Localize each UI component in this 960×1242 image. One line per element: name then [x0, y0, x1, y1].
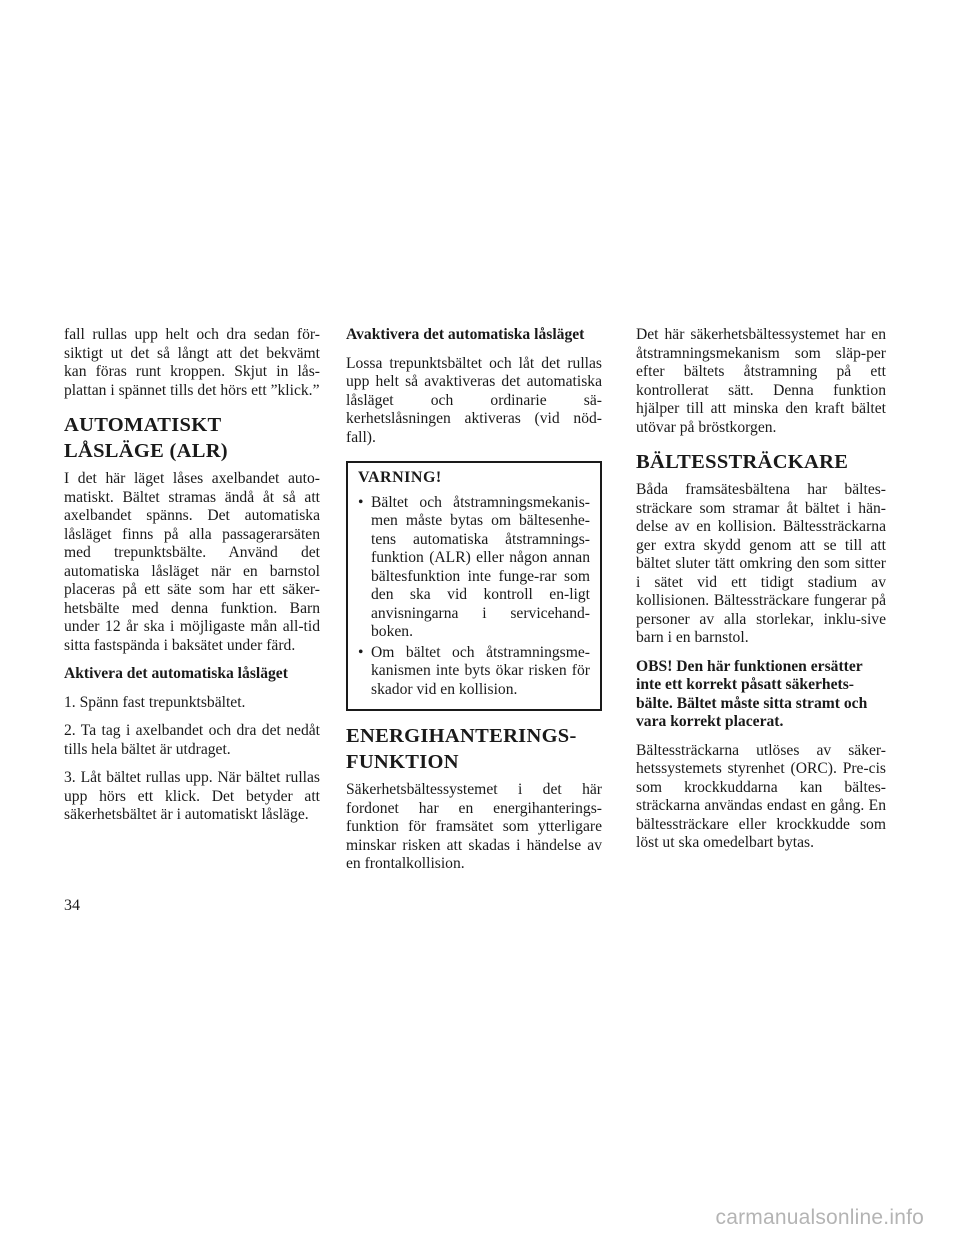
- energy-continued-paragraph: Det här säkerhetsbältessystemet har en åtstramningsmekanism som släp-per efter bältets åtstramning på ett kontrollerat sätt. Denna funktion hjälper till att minska den kraft bältet utövar på bröstkorgen.: [636, 326, 886, 436]
- warning-item: [358, 644, 590, 700]
- energy-body-paragraph: Säkerhetsbältessystemet i det här fordonet har en energihanterings-funktion för framsätet som ytterligare minskar risken att skadas i händelse av en frontalkollision.: [346, 781, 602, 872]
- bullet-icon: •: [358, 643, 364, 661]
- page-number: 34: [64, 897, 80, 914]
- section-heading-energy: ENERGIHANTERINGS-FUNKTION: [346, 725, 577, 773]
- deactivate-subheading: Avaktivera det automatiska låsläget: [346, 326, 585, 343]
- step-3: 3. Låt bältet rullas upp. När bältet rullas upp hörs ett klick. Det betyder att säkerhetsbältet är i automatiskt låsläge.: [64, 769, 320, 823]
- watermark: carmanualsonline.info: [715, 1206, 924, 1229]
- step-2: 2. Ta tag i axelbandet och dra det nedåt tills hela bältet är utdraget.: [64, 722, 320, 758]
- warning-item-text: Bältet och åtstramningsmekanis-men måste bytas om bältesenhe-tens automatiska åtstramnings-funktion (ALR) eller någon annan bältesfunktion inte funge-rar som den ska vid kontroll en-ligt anvisningarna i servicehand-boken.: [371, 493, 590, 640]
- warning-list: [358, 494, 590, 700]
- pretensioner-body2-paragraph: Bältessträckarna utlöses av säker-hetssystemets styrenhet (ORC). Pre-cis som krockkuddarna kan bältes-sträckarna användas endast en gång. En bältessträckare eller krockkudde som löst ut ska omedelbart bytas.: [636, 741, 886, 851]
- warning-item: [358, 494, 590, 642]
- intro-paragraph: fall rullas upp helt och dra sedan för-siktigt ut det så långt att det bekvämt kan föras runt kroppen. Skjut in lås-plattan i spännet tills det hörs ett ”klick.”: [64, 326, 320, 399]
- section-heading-alr: AUTOMATISKT LÅSLÄGE (ALR): [64, 414, 228, 462]
- warning-title: VARNING!: [358, 469, 442, 486]
- alr-body-paragraph: I det här läget låses axelbandet auto-matiskt. Bältet stramas ändå åt så att axelbandet spänns. Det automatiska låsläget finns på alla passagerarsäten med trepunktsbälte. Använd det automatiska låsläget när en barnstol placeras på ett säte som har ett säker-hetsbälte med denna funktion. Barn under 12 år ska i möjligaste mån all-tid sitta fastspända i baksätet under färd.: [64, 470, 320, 654]
- section-heading-pretensioner: BÄLTESSTRÄCKARE: [636, 451, 849, 473]
- warning-box: [346, 461, 602, 711]
- warning-item-text: Om bältet och åtstramningsme-kanismen inte byts ökar risken för skador vid en kollision.: [371, 643, 590, 698]
- deactivate-body-paragraph: Lossa trepunktsbältet och låt det rullas upp helt så avaktiveras det automatiska låsläget och ordinarie sä-kerhetslåsningen aktiveras (vid nöd-fall).: [346, 354, 602, 446]
- column-middle: [346, 326, 602, 884]
- column-right: [636, 326, 886, 863]
- bullet-icon: •: [358, 493, 364, 511]
- column-left: [64, 326, 320, 835]
- step-1: 1. Spänn fast trepunktsbältet.: [64, 693, 246, 711]
- pretensioner-body-paragraph: Båda framsätesbältena har bältes-sträckare som stramar åt bältet i hän-delse av en kollision. Bältessträckarna ger extra skydd genom att se till att bältet sluter tätt omkring den som sitter i sätet vid ett tidigt stadium av kollisionen. Bältessträckare fungerar på personer av alla storlekar, inklu-sive barn i en barnstol.: [636, 481, 886, 646]
- activate-subheading: Aktivera det automatiska låsläget: [64, 665, 288, 682]
- note-paragraph: OBS! Den här funktionen ersätter inte ett korrekt påsatt säkerhets-bälte. Bältet måste sitta stramt och vara korrekt placerat.: [636, 657, 868, 730]
